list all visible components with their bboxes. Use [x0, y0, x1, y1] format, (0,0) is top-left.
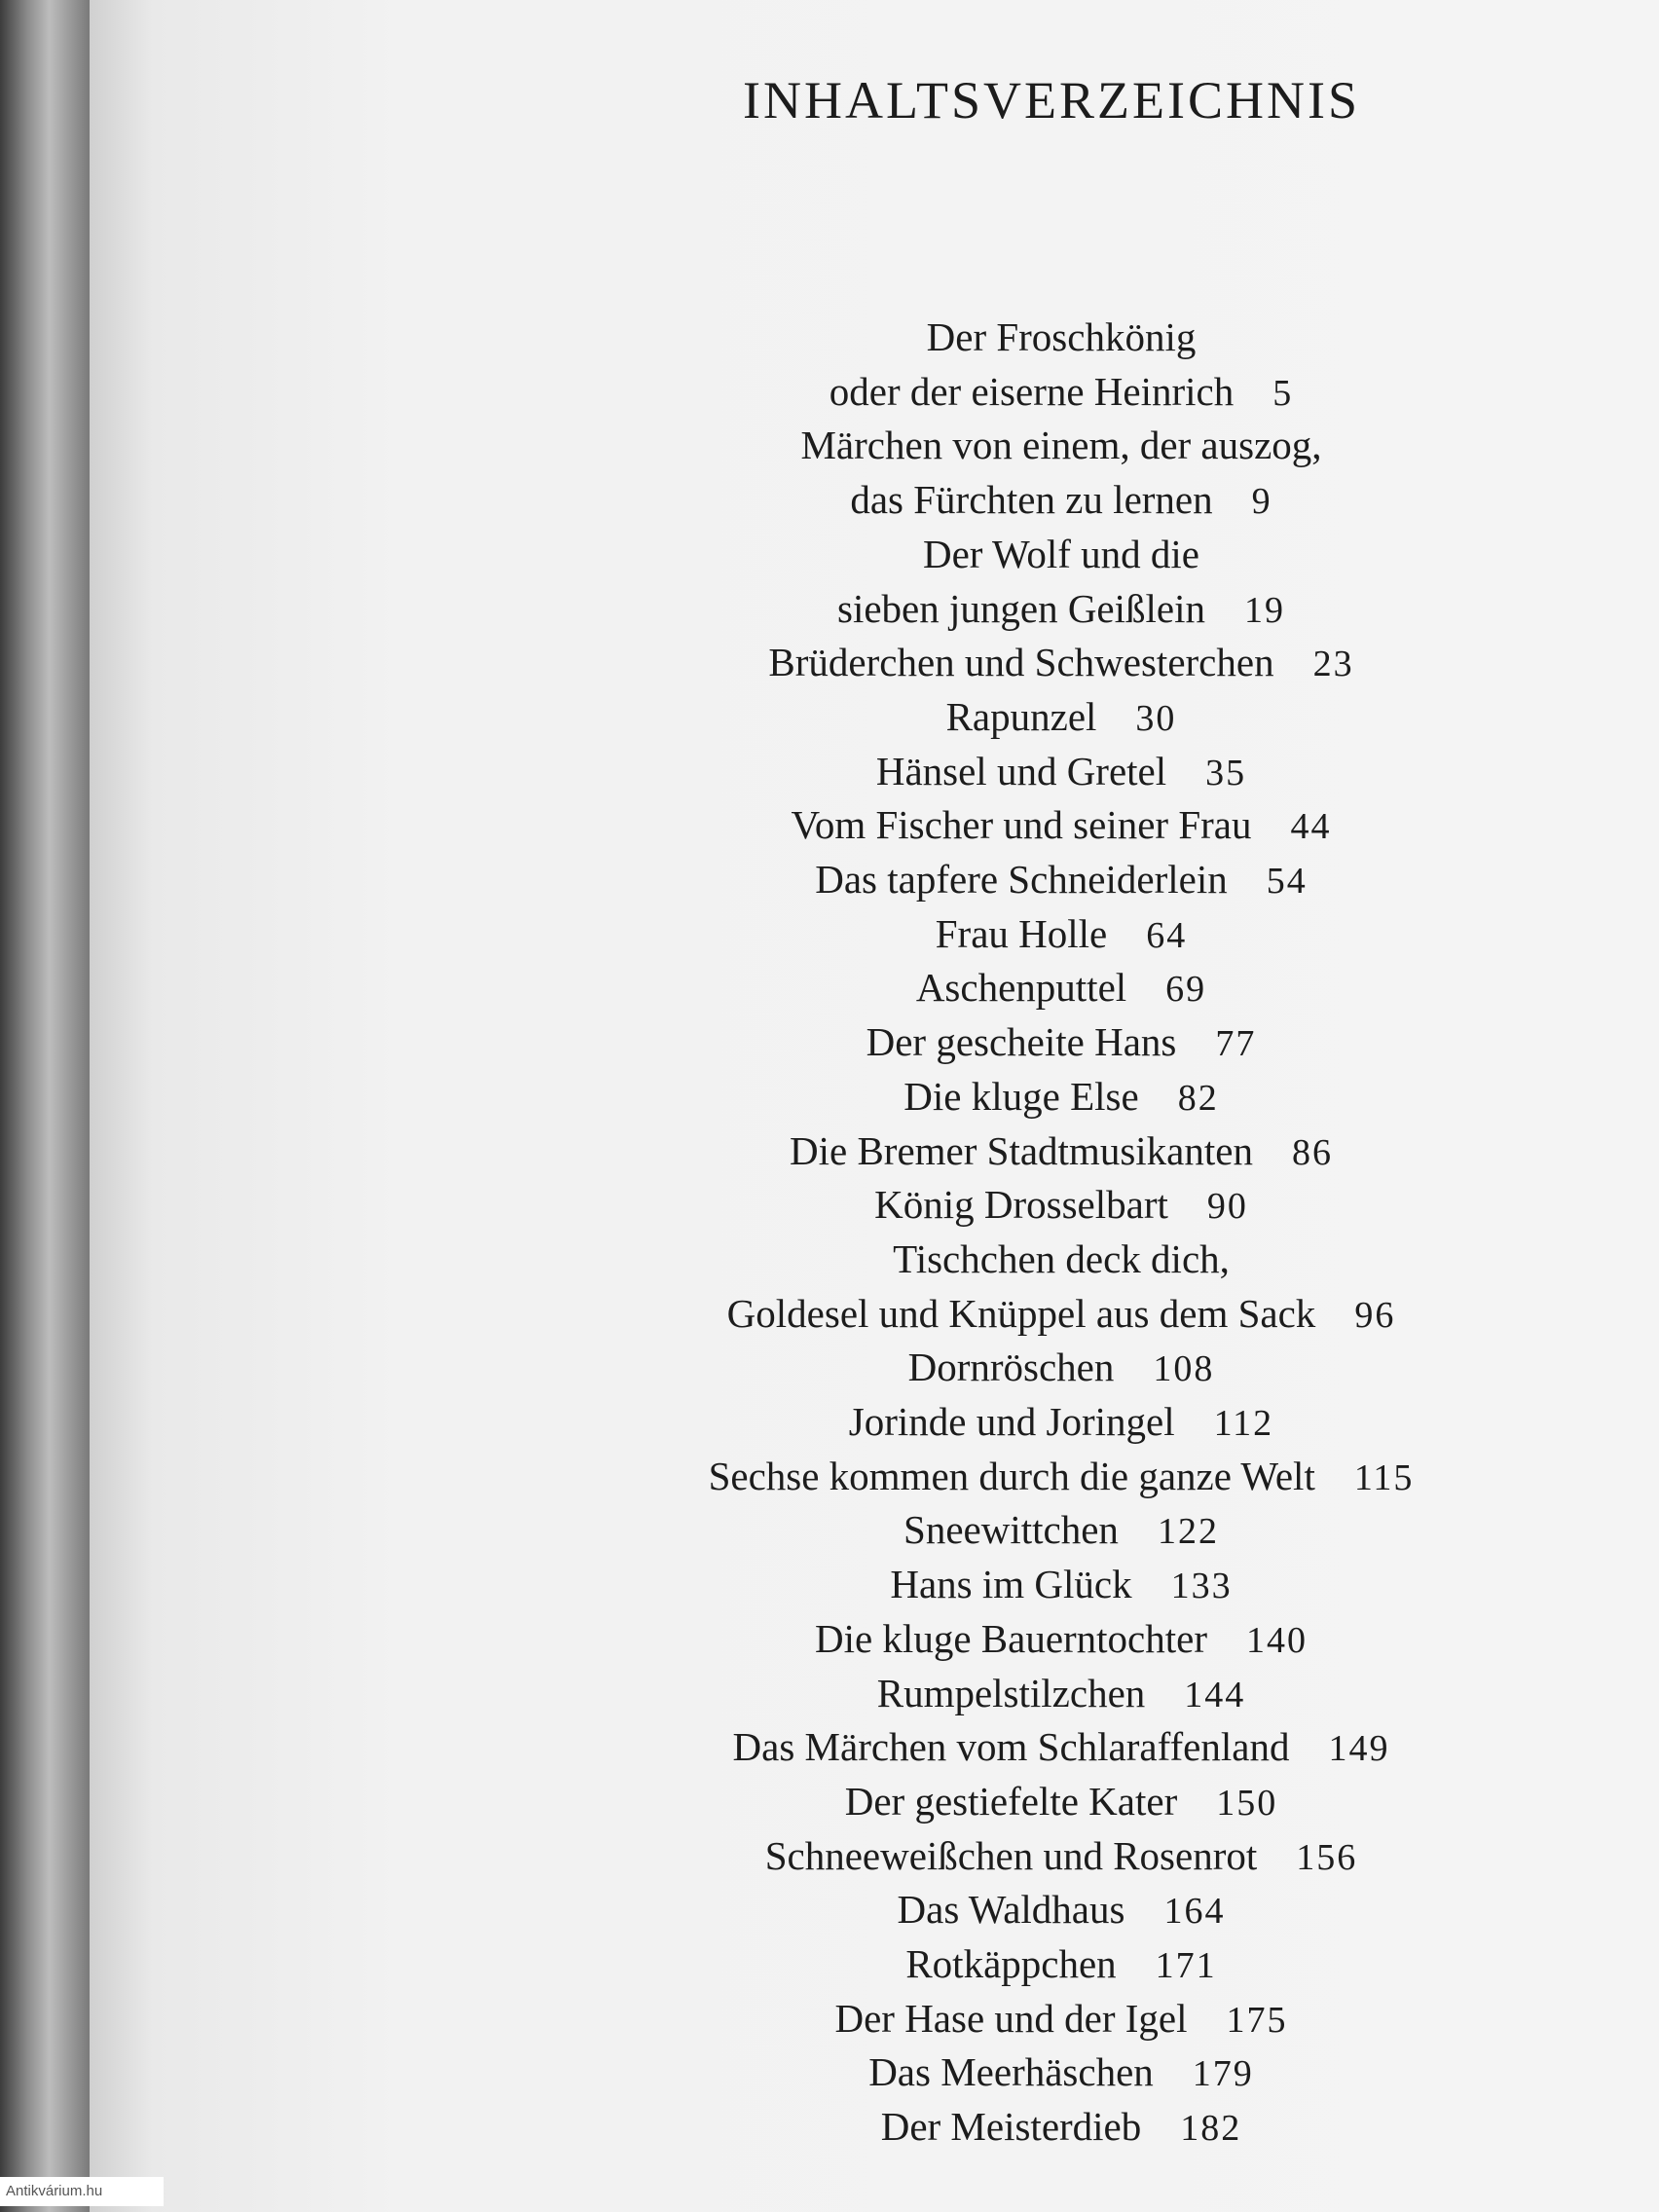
toc-entry-line	[545, 746, 1577, 796]
toc-entry-title: Der Hase und der Igel	[834, 1995, 1188, 2041]
toc-entry-title: Dornröschen	[907, 1345, 1115, 1390]
toc-page-number: 69	[1165, 969, 1207, 1011]
toc-page-number: 23	[1312, 644, 1354, 685]
toc-entry-title: Schneeweißchen und Rosenrot	[764, 1832, 1258, 1878]
toc-entry-line	[545, 474, 1577, 525]
toc-page-number: 82	[1177, 1077, 1219, 1119]
toc-entry-line	[545, 1342, 1577, 1392]
toc-entry-title: Sechse kommen durch die ganze Welt	[708, 1453, 1315, 1498]
toc-entry-title: König Drosselbart	[874, 1182, 1168, 1228]
toc-entry-line	[545, 1396, 1577, 1447]
toc-entry-title: Rapunzel	[945, 693, 1097, 739]
toc-entry-title: Goldesel und Knüppel aus dem Sack	[726, 1290, 1316, 1336]
toc-entry-title: sieben jungen Geißlein	[836, 585, 1205, 631]
toc-entry-line	[545, 1884, 1577, 1935]
toc-entry-title: Hans im Glück	[890, 1562, 1132, 1607]
watermark: Antikvárium.hu	[0, 2177, 164, 2206]
toc-entry-line	[545, 1179, 1577, 1230]
toc-entry-line	[545, 799, 1577, 850]
toc-page-number: 35	[1205, 752, 1247, 793]
toc-entry-title: Brüderchen und Schwesterchen	[768, 640, 1274, 685]
toc-entry-line	[545, 529, 1577, 579]
toc-entry-title: Das Märchen vom Schlaraffenland	[732, 1724, 1290, 1770]
toc-entry-line	[545, 1993, 1577, 2044]
toc-entry-line	[545, 1451, 1577, 1501]
page-title: INHALTSVERZEICHNIS	[743, 71, 1360, 129]
toc-entry-line	[545, 312, 1577, 362]
toc-page-number: 140	[1246, 1619, 1308, 1661]
toc-entry-title: Vom Fischer und seiner Frau	[791, 802, 1252, 848]
toc-page-number: 5	[1272, 372, 1294, 414]
toc-entry-title: Das Meerhäschen	[868, 2049, 1154, 2095]
toc-entry-line	[545, 908, 1577, 959]
toc-entry-line	[545, 420, 1577, 470]
toc-entry-title: Der Meisterdieb	[880, 2104, 1142, 2150]
toc-entry-title: Rumpelstilzchen	[876, 1670, 1146, 1715]
toc-entry-line	[545, 1234, 1577, 1284]
toc-entry-title: Der gescheite Hans	[866, 1019, 1177, 1065]
toc-page-number: 179	[1192, 2053, 1254, 2095]
toc-page-number: 96	[1354, 1294, 1396, 1336]
toc-entry-title: oder der eiserne Heinrich	[829, 368, 1235, 414]
toc-page-number: 182	[1180, 2108, 1242, 2150]
toc-entry-title: Märchen von einem, der auszog,	[800, 423, 1322, 468]
toc-page-number: 108	[1153, 1348, 1215, 1390]
toc-entry-title: Die kluge Else	[903, 1073, 1139, 1119]
toc-entry-line	[545, 1721, 1577, 1772]
toc-entry-title: Rotkäppchen	[905, 1941, 1117, 1986]
toc-entry-title: Das Waldhaus	[897, 1887, 1125, 1933]
toc-entry-line	[545, 1016, 1577, 1067]
toc-page-number: 64	[1146, 914, 1188, 956]
toc-entry-title: Aschenputtel	[915, 965, 1127, 1011]
toc-page-number: 19	[1244, 589, 1285, 631]
toc-entry-title: Hänsel und Gretel	[875, 748, 1167, 793]
toc-entry-line	[545, 1776, 1577, 1826]
toc-entry-title: Die kluge Bauerntochter	[814, 1615, 1207, 1661]
toc-entry-title: Der Wolf und die	[922, 531, 1200, 576]
toc-entry-title: Der Froschkönig	[926, 314, 1197, 359]
toc-entry-line	[545, 1559, 1577, 1609]
toc-page-number: 171	[1155, 1945, 1217, 1986]
toc-page-number: 9	[1251, 481, 1272, 523]
toc-page-number: 149	[1328, 1728, 1390, 1770]
toc-page-number: 144	[1184, 1674, 1246, 1715]
toc-entry-title: Das tapfere Schneiderlein	[815, 857, 1228, 902]
toc-entry-title: Der gestiefelte Kater	[844, 1778, 1178, 1824]
toc-page-number: 30	[1135, 697, 1177, 739]
toc-entry-line	[545, 1504, 1577, 1555]
toc-page-number: 175	[1226, 1999, 1288, 2041]
toc-entry-line	[545, 1613, 1577, 1664]
toc-entry-line	[545, 2101, 1577, 2152]
toc-entry-line	[545, 691, 1577, 742]
toc-entry-line	[545, 1125, 1577, 1176]
toc-entry-line	[545, 1830, 1577, 1881]
toc-entry-line	[545, 1668, 1577, 1718]
toc-page-number: 115	[1353, 1456, 1415, 1498]
toc-entry-title: Jorinde und Joringel	[848, 1399, 1175, 1444]
toc-page-number: 77	[1215, 1023, 1257, 1065]
toc-entry-line	[545, 637, 1577, 687]
toc-page-number: 122	[1157, 1511, 1219, 1553]
toc-entry-title: das Fürchten zu lernen	[850, 477, 1213, 523]
toc-page-number: 133	[1170, 1566, 1233, 1607]
toc-entry-title: Frau Holle	[935, 910, 1108, 956]
toc-entry-line	[545, 583, 1577, 634]
toc-entry-line	[545, 1071, 1577, 1122]
toc-page-number: 86	[1291, 1131, 1333, 1173]
toc-page-number: 150	[1216, 1782, 1278, 1824]
toc-page-number: 112	[1213, 1403, 1274, 1444]
toc-page-number: 44	[1290, 806, 1332, 848]
toc-entry-title: Sneewittchen	[903, 1507, 1119, 1553]
toc-entry-line	[545, 1288, 1577, 1339]
toc-entry-title: Die Bremer Stadtmusikanten	[790, 1127, 1253, 1173]
book-spine	[0, 0, 90, 2212]
toc-entry-line	[545, 962, 1577, 1013]
toc-page-number: 90	[1206, 1186, 1248, 1228]
toc-page-number: 54	[1266, 861, 1308, 902]
toc-entry-title: Tischchen deck dich,	[893, 1235, 1230, 1281]
toc-entry-line	[545, 2046, 1577, 2097]
toc-entry-line	[545, 1938, 1577, 1989]
toc-page-number: 164	[1163, 1891, 1226, 1933]
toc-page-number: 156	[1296, 1836, 1358, 1878]
toc-entry-line	[545, 366, 1577, 417]
toc-entry-line	[545, 854, 1577, 904]
